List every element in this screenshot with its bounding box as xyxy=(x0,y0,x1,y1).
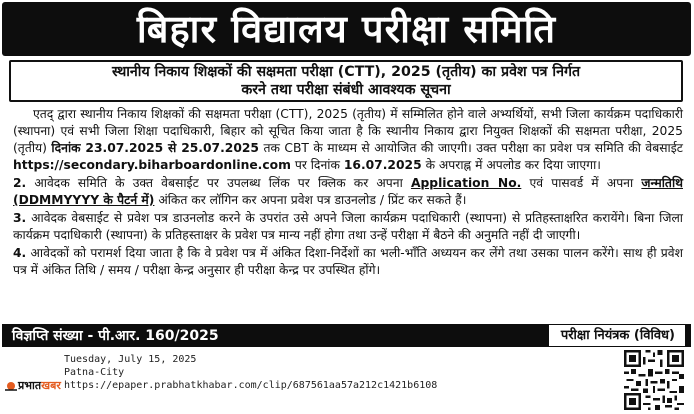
prabhat-khabar-logo xyxy=(4,377,61,393)
paragraph-3 xyxy=(13,210,683,244)
clip-url[interactable]: https://epaper.prabhatkhabar.com/clip/687561aa57a212c1421b6108 xyxy=(64,380,438,391)
p3-text: आवेदक वेबसाईट से प्रवेश पत्र डाउनलोड करने के उपरांत उसे अपने जिला कार्यक्रम पदाधिकारी (स्थापना) से प्रतिहस्ताक्षरित करायेंगे। बिना जिला कार्यक्रम पदाधिकारी (स्थापना) के प्रतिहस्ताक्षर के प्रवेश पत्र मान्य नहीं होगा तथा उन्हें परीक्षा में बैठने की अनुमति नहीं दी जाएगी। xyxy=(13,211,683,242)
p2-text-b: एवं पासवर्ड में अपना xyxy=(529,176,634,190)
p1-text-d: के अपराह्न में अपलोड कर दिया जाएगा। xyxy=(425,158,601,172)
signatory: परीक्षा नियंत्रक (विविध) xyxy=(549,325,685,346)
notice-clipping xyxy=(2,2,691,347)
header-band xyxy=(2,2,691,56)
clip-date: Tuesday, July 15, 2025 xyxy=(64,354,197,365)
footer-band xyxy=(2,324,691,347)
clip-edition: Patna-City xyxy=(64,367,125,378)
p4-text: आवेदकों को परामर्श दिया जाता है कि वे प्रवेश पत्र में अंकित दिशा-निर्देशों का भली-भाँति अध्ययन कर लेंगे तथा उसका पालन करेंगे। साथ ही प्रवेश पत्र में अंकित तिथि / समय / परीक्षा केन्द्र अनुसार ही परीक्षा केन्द्र पर उपस्थित होंगे। xyxy=(13,246,683,277)
paragraph-2 xyxy=(13,175,683,209)
notice-title: बिहार विद्यालय परीक्षा समिति xyxy=(136,7,557,51)
p2-number: 2. xyxy=(13,176,27,190)
upload-date: 16.07.2025 xyxy=(343,158,422,172)
application-no-label: Application No. xyxy=(410,176,522,190)
p2-text-c: अंकित कर लॉगिन कर अपना प्रवेश पत्र डाउनलोड / प्रिंट कर सकते हैं। xyxy=(158,193,467,207)
website-link[interactable]: https://secondary.biharboardonline.com xyxy=(13,158,291,172)
paragraph-4 xyxy=(13,245,683,279)
p2-text-a: आवेदक समिति के उक्त वेबसाईट पर उपलब्ध लिंक पर क्लिक कर अपना xyxy=(34,176,403,190)
exam-dates: दिनांक 23.07.2025 से 25.07.2025 xyxy=(51,141,259,155)
dob-format-label: जन्मतिथि (DDMMYYYY के पैटर्न में) xyxy=(13,176,683,207)
p3-number: 3. xyxy=(13,211,27,225)
subject-line-1: स्थानीय निकाय शिक्षकों की सक्षमता परीक्षा (CTT), 2025 (तृतीय) का प्रवेश पत्र निर्गत xyxy=(111,64,581,80)
notice-body xyxy=(13,106,683,279)
qr-code-icon[interactable] xyxy=(624,350,684,410)
paragraph-1 xyxy=(13,106,683,174)
p4-number: 4. xyxy=(13,246,27,260)
logo-word-1: प्रभात xyxy=(18,378,42,392)
sun-logo-icon xyxy=(4,378,18,392)
subject-box xyxy=(9,60,683,102)
notice-reference-number: विज्ञप्ति संख्या - पी.आर. 160/2025 xyxy=(12,327,219,344)
p1-text-c: पर दिनांक xyxy=(294,158,340,172)
p1-text-a: एतद् द्वारा स्थानीय निकाय शिक्षकों की सक्षमता परीक्षा (CTT), 2025 (तृतीय) में सम्मिलित होने वाले अभ्यर्थियों, सभी जिला कार्यक्रम पदाधिकारी (स्थापना) एवं सभी जिला शिक्षा पदाधिकारी, बिहार को सूचित किया जाता है कि स्थानीय निकाय द्वारा नियुक्त शिक्षकों की सक्षमता परीक्षा, 2025 (तृतीय) xyxy=(13,107,683,155)
logo-word-2: खबर xyxy=(41,378,61,392)
clip-metadata xyxy=(64,353,437,392)
p1-text-b: तक CBT के माध्यम से आयोजित की जाएगी। उक्त परीक्षा का प्रवेश पत्र समिति की वेबसाईट xyxy=(263,141,683,155)
subject-line-2: करने तथा परीक्षा संबंधी आवश्यक सूचना xyxy=(241,82,451,98)
